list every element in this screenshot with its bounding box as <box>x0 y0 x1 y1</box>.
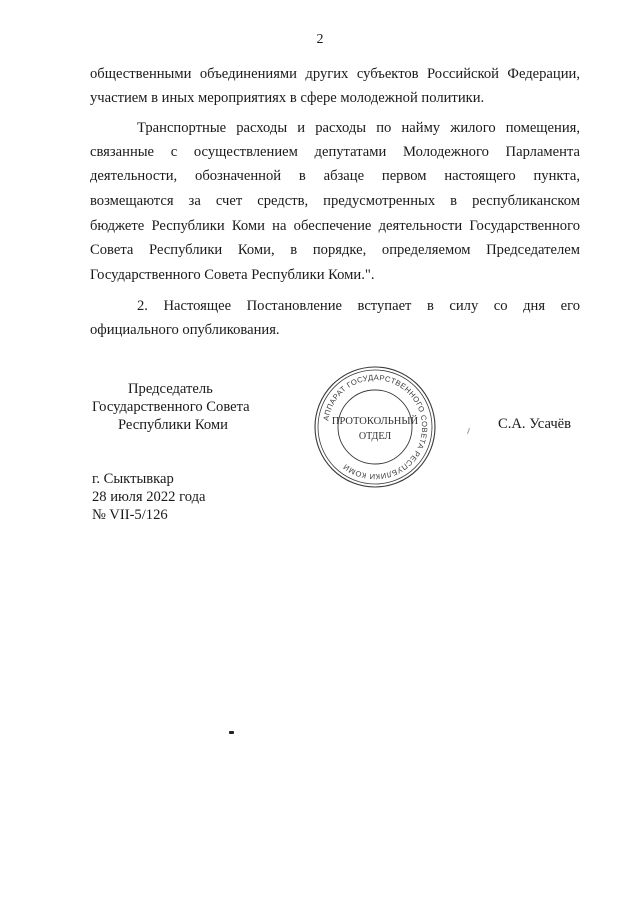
place-of-issue: г. Сыктывкар <box>92 471 174 487</box>
page-number: 2 <box>316 32 324 47</box>
signature-title-line: Республики Коми <box>118 417 228 433</box>
body-line: участием в иных мероприятиях в сфере молодежной политики. <box>90 90 485 106</box>
stamp-center-line2: ОТДЕЛ <box>358 431 392 442</box>
document-date: 28 июля 2022 года <box>92 489 206 505</box>
stamp-outer-ring-inner <box>318 370 432 484</box>
pen-mark <box>467 428 470 434</box>
signature-title-line: Государственного Совета <box>92 399 250 415</box>
body-line: Совета Республики Коми, в порядке, определяемом Председателем <box>90 242 580 258</box>
body-line: возмещаются за счет средств, предусмотренных в республиканском <box>90 193 580 209</box>
stamp-outer-ring <box>315 367 435 487</box>
stamp-center-line1: ПРОТОКОЛЬНЫЙ <box>331 416 419 427</box>
body-line: 2. Настоящее Постановление вступает в силу со дня его <box>137 298 580 314</box>
body-line: Транспортные расходы и расходы по найму жилого помещения, <box>137 120 580 136</box>
body-line: связанные с осуществлением депутатами Молодежного Парламента <box>90 144 580 160</box>
body-line: общественными объединениями других субъектов Российской Федерации, <box>90 66 580 82</box>
stamp-ring-textpath: АППАРАТ ГОСУДАРСТВЕННОГО СОВЕТА РЕСПУБЛИКИ КОМИ <box>321 372 430 482</box>
stamp-inner-ring <box>338 390 412 464</box>
body-line: бюджете Республики Коми на обеспечение деятельности Государственного <box>90 218 580 234</box>
body-line: деятельности, обозначенной в абзаце первом настоящего пункта, <box>90 168 580 184</box>
body-line: Государственного Совета Республики Коми.". <box>90 267 375 283</box>
stamp-seal <box>312 364 438 490</box>
document-number: № VII-5/126 <box>92 507 168 523</box>
body-line: официального опубликования. <box>90 322 280 338</box>
signature-title-line: Председатель <box>128 381 213 397</box>
signer-name: С.А. Усачёв <box>498 416 572 432</box>
scan-speck <box>229 731 234 734</box>
